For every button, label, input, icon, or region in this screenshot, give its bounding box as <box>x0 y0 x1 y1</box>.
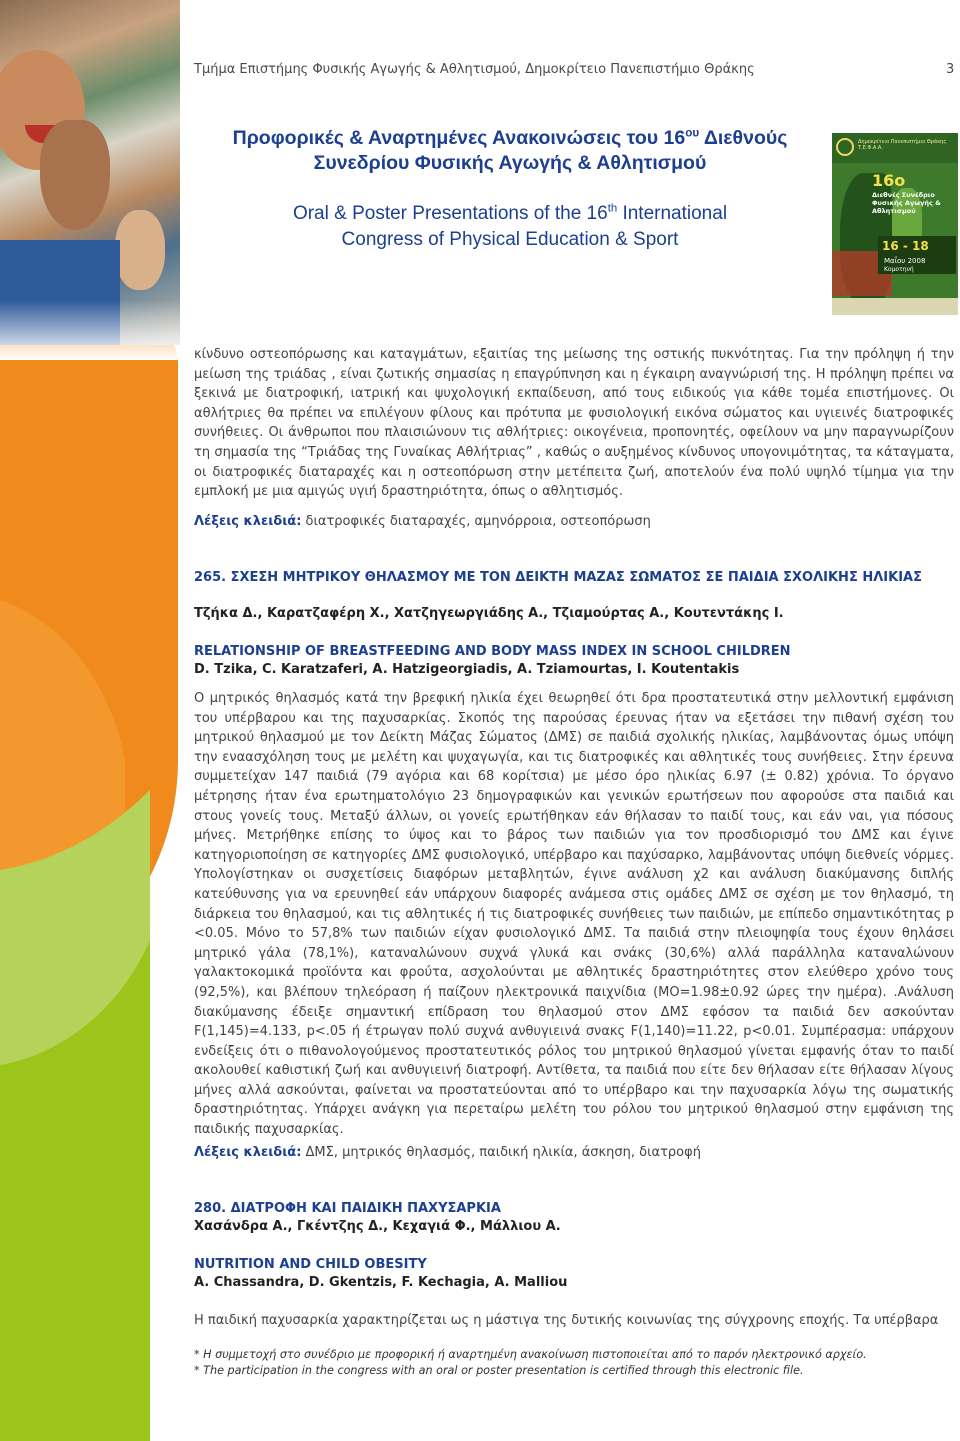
footnote-english: * The participation in the congress with an oral or poster presentation is certified through this electronic file. <box>194 1364 804 1377</box>
abstract-280-authors-greek: Χασάνδρα Α., Γκέντζης Δ., Κεχαγιά Φ., Μάλλιου Α. <box>194 1219 561 1234</box>
title-greek: Προφορικές & Αναρτημένες Ανακοινώσεις του $16^{o\upsilon}$ Διεθνούς Συνεδρίου Φυσικής Αγωγής & Αθλητισμού <box>232 126 788 174</box>
abstract-265-title-english: RELATIONSHIP OF BREASTFEEDING AND BODY MASS INDEX IN SCHOOL CHILDREN <box>194 644 791 659</box>
footnote-greek: * Η συμμετοχή στο συνέδριο με προφορική ή αναρτημένη ανακοίνωση πιστοποιείται από το παρόν ηλεκτρονικό αρχείο. <box>194 1348 867 1361</box>
decorative-side-band <box>0 0 180 1441</box>
abstract-265-keywords: Λέξεις κλειδιά: ΔΜΣ, μητρικός θηλασμός, παιδική ηλικία, άσκηση, διατροφή <box>194 1145 701 1160</box>
abstract-280-authors-english: A. Chassandra, D. Gkentzis, F. Kechagia, A. Malliou <box>194 1275 568 1290</box>
abstract-265-authors-english: D. Tzika, C. Karatzaferi, A. Hatzigeorgiadis, A. Tziamourtas, I. Koutentakis <box>194 662 740 677</box>
congress-poster-image: Δημοκρίτειο Πανεπιστήμιο Θράκης Τ.Ε.Φ.Α.Α. 16ο Διεθνές Συνέδριο Φυσικής Αγωγής & Αθλητισμού 16 - 18 Μαΐου 2008 Κομοτηνή <box>832 133 958 315</box>
page-number: 3 <box>946 62 955 77</box>
title-english: Oral & Poster Presentations of the 16th International Congress of Physical Education & Sport <box>292 202 728 250</box>
previous-abstract-keywords: Λέξεις κλειδιά: διατροφικές διαταραχές, αμηνόρροια, οστεοπόρωση <box>194 514 651 529</box>
university-logo-icon <box>836 138 854 156</box>
previous-abstract-text: κίνδυνο οστεοπόρωσης και καταγμάτων, εξαιτίας της μείωσης της οστικής πυκνότητας. Για την πρόληψη ή την μείωση της τριάδας , είναι ζωτικής σημασίας η επαγρύπνηση και η έγκαιρη αναγνώρισή της. Η πρόληψη πρέπει να ξεκινά με διατροφική, ιατρική και ψυχολογική εκπαίδευση, από τους ειδικούς για κάθε τομέα επιστήμονες. Οι αθλήτριες θα πρέπει να επιλέγουν φίλους και πρότυπα με φυσιολογική εικόνα σώματος και υγιεινές διατροφικές συνήθειες. Οι άνθρωποι που πλαισιώνουν τις αθλήτριες: οικογένεια, προπονητές, οφείλουν να μην παραγνωρίζουν τη σημασία της “Τριάδας της Γυναίκας Αθλήτριας” , καθώς ο αυξημένος κίνδυνος υπογονιμότητας, τα κάταγματα, οι διατροφικές διαταραχές και η οστεοπόρωση στην μετέπειτα ζωή, αποτελούν ένα πολύ υψηλό τίμημα για την εμπλοκή με μια αμιγώς υγιή δραστηριότητα, όπως ο αθλητισμός. <box>194 347 954 500</box>
abstract-280-title-greek: 280. ΔΙΑΤΡΟΦΗ ΚΑΙ ΠΑΙΔΙΚΗ ΠΑΧΥΣΑΡΚΙΑ <box>194 1201 501 1216</box>
abstract-280-title-english: NUTRITION AND CHILD OBESITY <box>194 1257 427 1272</box>
abstract-265-title-greek: 265. ΣΧΕΣΗ ΜΗΤΡΙΚΟΥ ΘΗΛΑΣΜΟΥ ΜΕ ΤΟΝ ΔΕΙΚΤΗ ΜΑΖΑΣ ΣΩΜΑΤΟΣ ΣΕ ΠΑΙΔΙΑ ΣΧΟΛΙΚΗΣ ΗΛΙΚΙΑΣ <box>194 570 922 585</box>
running-header: Τμήμα Επιστήμης Φυσικής Αγωγής & Αθλητισμού, Δημοκρίτειο Πανεπιστήμιο Θράκης <box>194 62 755 77</box>
abstract-265-text: Ο μητρικός θηλασμός κατά την βρεφική ηλικία έχει θεωρηθεί ότι δρα προστατευτικά στην μελλοντική εμφάνιση του υπέρβαρου και της παχυσαρκίας. Σκοπός της παρούσας έρευνας ήταν να εξετάσει την πιθανή σχέση του μητρικού θηλασμού με τον Δείκτη Μάζας Σώματος (ΔΜΣ) σε παιδιά σχολικής ηλικίας, λαμβάνοντας όμως υπόψη την εναασχόληση τους με μελέτη και ψυχαγωγία, και τις διατροφικές και αθλητικές τους συνήθειες. Στην έρευνα συμμετείχαν 147 παιδιά (79 αγόρια και 68 κορίτσια) με μέσο όρο ηλικίας 6.97 (± 0.82) χρόνια. Το όργανο μέτρησης ήταν ένα ερωτηματολόγιο 23 δημογραφικών και γενικών ερωτήσεων που αφορούσε στα παιδιά και στους γονείς τους. Μεταξύ άλλων, οι γονείς ερωτήθηκαν εάν θήλασαν το παιδί τους, και εάν ναι, για πόσους μήνες. Μετρήθηκε επίσης το ύψος και το βάρος των παιδιών για τον προσδιορισμό του ΔΜΣ και έγινε κατηγοριοποίηση σε κατηγορίες ΔΜΣ φυσιολογικό, υπέρβαρο και παχύσαρκο, λαμβάνοντας υπόψη διεθνείς νόρμες. Υπολογίστηκαν οι συσχετίσεις διαφόρων μεταβλητών, έγινε ανάλυση χ2 και ανάλυση διακύμανσης διπλής κατεύθυνσης για να ερευνηθεί εάν υπάρχουν διαφορές ανάμεσα στις ομάδες ΔΜΣ σε σχέση με τον θηλασμό, τη διάρκεια του θηλασμού, και τις αθλητικές ή τις διατροφικές συνήθειες των παιδιών, με επίπεδο σημαντικότητας p <0.05. Μόνο το 57,8% των παιδιών είχαν φυσιολογικό ΔΜΣ. Τα παιδιά στην πλειοψηφία τους έχουν θηλάσει μητρικό γάλα (78,1%), καταναλώνουν συχνά γλυκά και σνάκς (30,6%) αλλά παράλληλα καταναλώνουν γαλακτοκομικά προϊόντα και φρούτα, ασχολούνται με αθλητικές δραστηριότητες στον ελεύθερο χρόνο τους (92,5%), και βλέπουν τηλεόραση ή παίζουν ηλεκτρονικά παιχνίδια (ΜΟ=1.98±0.92 ώρες την ημέρα). .Ανάλυση διακύμανσης έδειξε σημαντική επίδραση του θηλασμού στον ΔΜΣ εφόσον τα παιδιά δεν ασκούνταν F(1,145)=4.133, p<.05 ή έτρωγαν πολύ συχνά ανθυγιεινά σνακς F(1,140)=11.22, p<0.01. Συμπέρασμα: υπάρχουν ενδείξεις ότι ο πιθανολογούμενος προστατευτικός ρόλος του μητρικού θηλασμού γίνεται εμφανής όταν το παιδί ακολουθεί καθιστική ζωή και ανθυγιεινή διατροφή. Αντίθετα, τα παιδιά που είτε δεν θήλασαν είτε θήλασαν λίγους μήνες αλλά ασκούνται, φαίνεται να προστατεύονται από το υπέρβαρο και την παχυσαρκία λόγω της σωματικής δραστηριότητας. Υπάρχει ανάγκη για περεταίρω μελέτη του ρόλου του μητρικού θηλασμού στην εμφάνιση της παιδικής παχυσαρκίας. <box>194 691 954 1138</box>
children-photo <box>0 0 180 345</box>
abstract-265-authors-greek: Τζήκα Δ., Καρατζαφέρη Χ., Χατζηγεωργιάδης Α., Τζιαμούρτας Α., Κουτεντάκης Ι. <box>194 606 784 621</box>
abstract-280-text: Η παιδική παχυσαρκία χαρακτηρίζεται ως η μάστιγα της δυτικής κοινωνίας της σύγχρονης εποχής. Τα υπέρβαρα <box>194 1313 939 1328</box>
